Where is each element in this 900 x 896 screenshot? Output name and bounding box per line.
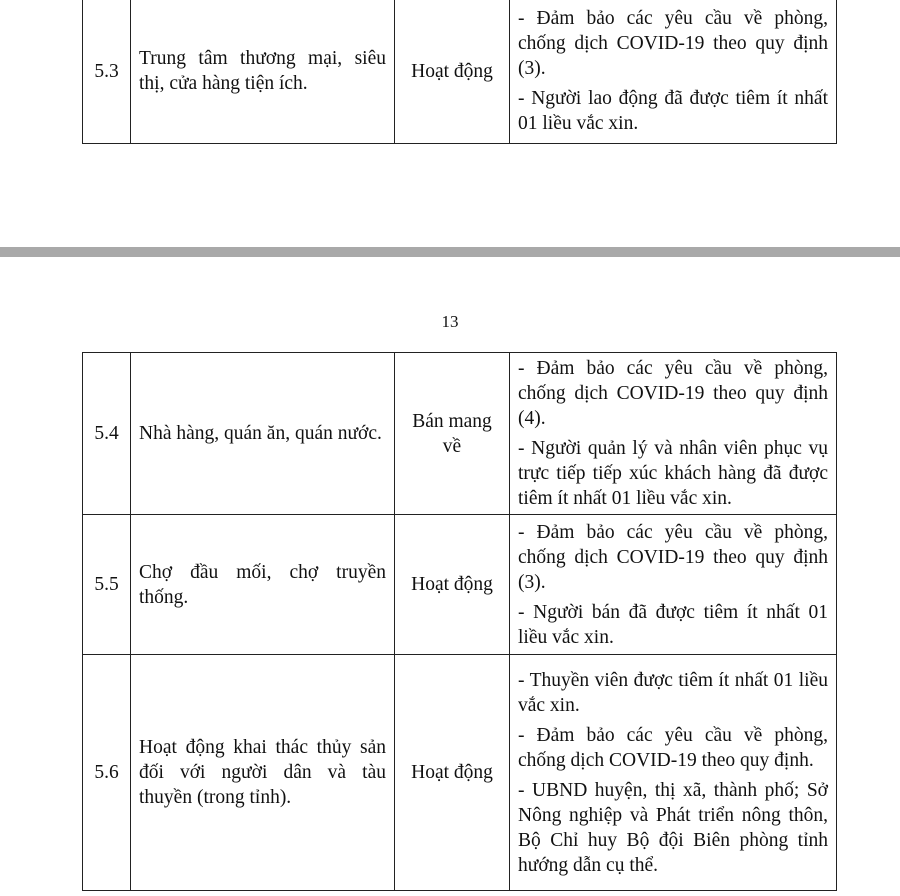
requirement-item: - Đảm bảo các yêu cầu về phòng, chống dịch COVID-19 theo quy định. [518, 724, 828, 771]
requirement-item: - Đảm bảo các yêu cầu về phòng, chống dịch COVID-19 theo quy định (4). [518, 358, 828, 429]
requirement-item: - Người quản lý và nhân viên phục vụ trực tiếp tiếp xúc khách hàng đã được tiêm ít nhất 01 liều vắc xin. [518, 438, 828, 509]
document-page-top [0, 0, 900, 247]
requirement-item: - Người bán đã được tiêm ít nhất 01 liều vắc xin. [518, 601, 828, 648]
row-number: 5.3 [83, 0, 131, 144]
activity-status: Hoạt động [395, 515, 510, 655]
activity-status: Hoạt động [395, 655, 510, 891]
row-number: 5.5 [83, 515, 131, 655]
table-row [83, 0, 837, 144]
requirement-item: - Người lao động đã được tiêm ít nhất 01 liều vắc xin. [518, 88, 828, 134]
activity-name: Nhà hàng, quán ăn, quán nước. [131, 353, 395, 515]
activity-status: Bán mang về [395, 353, 510, 515]
requirements-cell [510, 353, 837, 515]
page-separator [0, 247, 900, 257]
requirements-cell [510, 655, 837, 891]
measures-table-bottom [82, 352, 837, 891]
table-row [83, 353, 837, 515]
table-row [83, 515, 837, 655]
row-number: 5.6 [83, 655, 131, 891]
page-number: 13 [441, 312, 459, 331]
activity-name: Hoạt động khai thác thủy sản đối với người dân và tàu thuyền (trong tỉnh). [131, 655, 395, 891]
measures-table-top [82, 0, 837, 144]
row-number: 5.4 [83, 353, 131, 515]
requirements-cell [510, 515, 837, 655]
activity-name: Trung tâm thương mại, siêu thị, cửa hàng tiện ích. [131, 0, 395, 144]
activity-name: Chợ đầu mối, chợ truyền thống. [131, 515, 395, 655]
requirement-item: - UBND huyện, thị xã, thành phố; Sở Nông nghiệp và Phát triển nông thôn, Bộ Chỉ huy Bộ đội Biên phòng tỉnh hướng dẫn cụ thể. [518, 779, 828, 876]
requirement-item: - Đảm bảo các yêu cầu về phòng, chống dịch COVID-19 theo quy định (3). [518, 8, 828, 79]
requirement-item: - Thuyền viên được tiêm ít nhất 01 liều vắc xin. [518, 669, 828, 716]
requirements-cell [510, 0, 837, 144]
activity-status: Hoạt động [395, 0, 510, 144]
table-row [83, 655, 837, 891]
requirement-item: - Đảm bảo các yêu cầu về phòng, chống dịch COVID-19 theo quy định (3). [518, 521, 828, 593]
